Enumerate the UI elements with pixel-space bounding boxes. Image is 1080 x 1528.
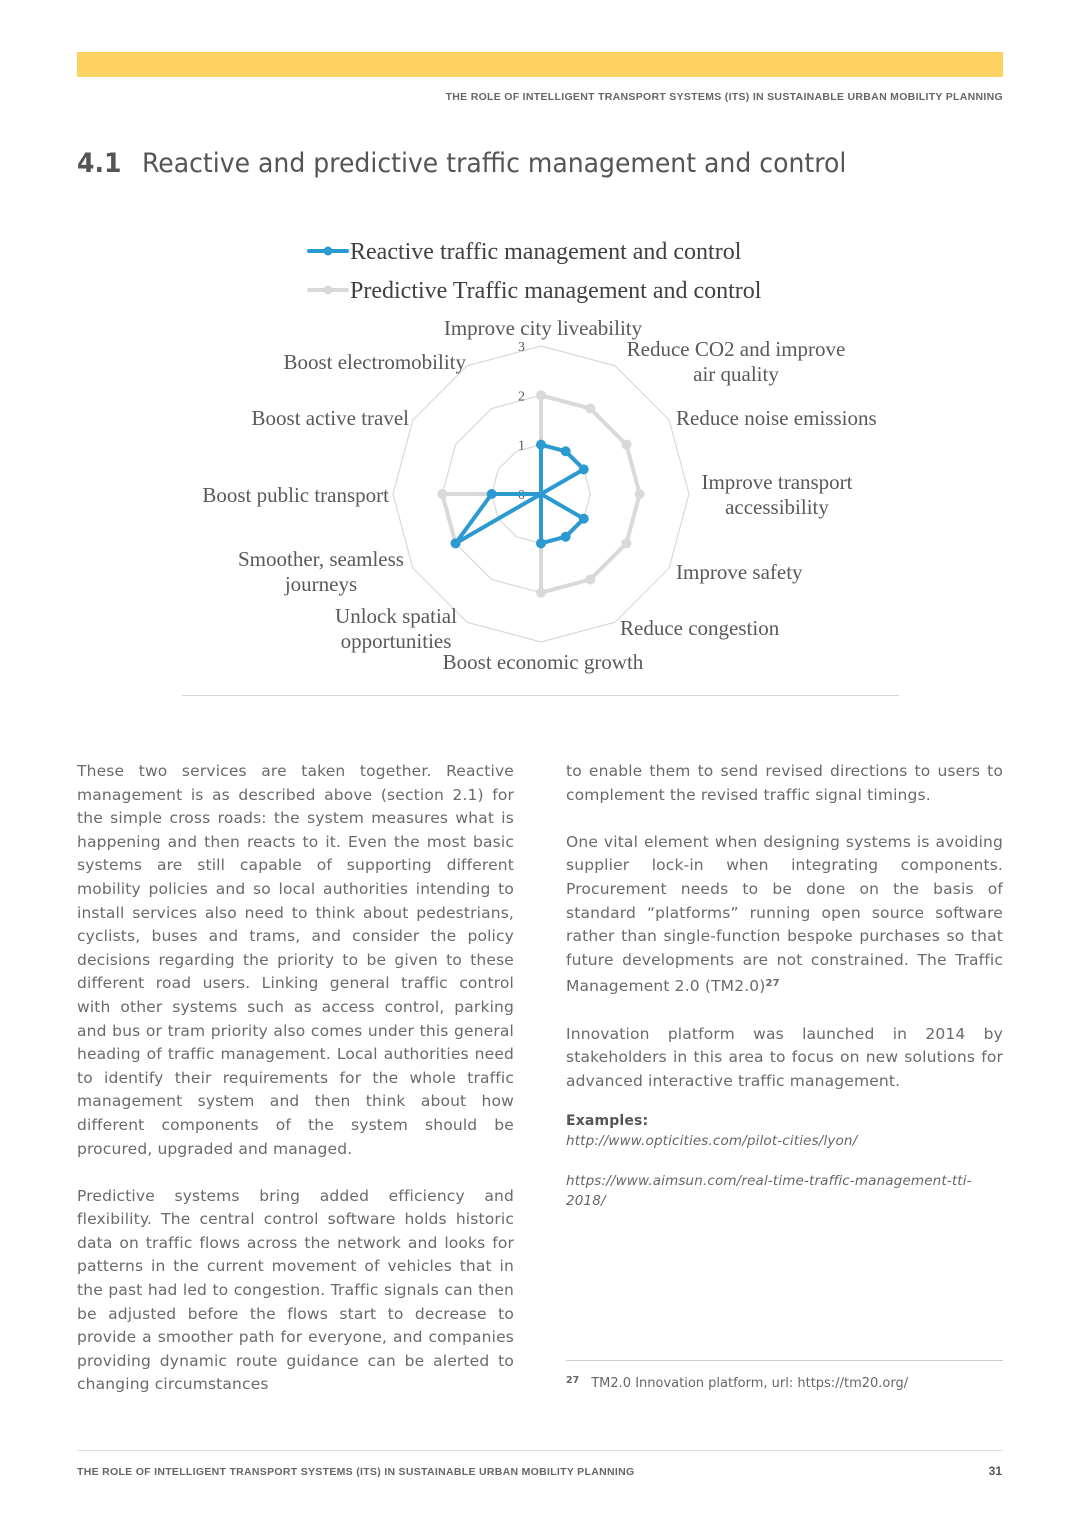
category-label: opportunities	[340, 629, 452, 653]
section-title-text: Reactive and predictive traffic management and control	[141, 148, 847, 179]
footnote-text: TM2.0 Innovation platform, url: https://tm20.org/	[591, 1376, 909, 1391]
chart-legend	[309, 239, 762, 304]
category-label: Reduce noise emissions	[676, 406, 877, 430]
category-label: Improve transport	[701, 470, 853, 494]
data-point	[585, 574, 595, 584]
data-point	[451, 538, 461, 548]
data-point	[579, 464, 589, 474]
example-link-opticities[interactable]: http://www.opticities.com/pilot-cities/lyon/	[566, 1133, 858, 1150]
category-label: Boost economic growth	[442, 650, 644, 674]
data-point	[561, 532, 571, 542]
legend-marker	[324, 286, 333, 295]
header-accent-bar	[77, 52, 1003, 77]
data-point	[561, 446, 571, 456]
data-point	[536, 440, 546, 450]
legend-marker	[324, 247, 333, 256]
section-title	[77, 148, 846, 179]
category-label: Reduce congestion	[620, 616, 780, 640]
footnote-number: 27	[566, 1375, 580, 1386]
radar-ticks	[518, 340, 525, 503]
footer-text: THE ROLE OF INTELLIGENT TRANSPORT SYSTEMS (ITS) IN SUSTAINABLE URBAN MOBILITY PLANNING	[77, 1466, 635, 1478]
paragraph: Predictive systems bring added efficiency and flexibility. The central control software holds historic data on traffic flows across the network and looks for patterns in the current movement of vehicles that in the past had led to congestion. Traffic signals can then be adjusted before the flows start to decrease to provide a smoother path for everyone, and companies providing dynamic route guidance can be alerted to changing circumstances	[77, 1186, 514, 1394]
tick-label: 1	[518, 438, 525, 454]
page-number: 31	[988, 1464, 1002, 1478]
examples-label: Examples:	[566, 1113, 649, 1130]
right-column	[566, 760, 1003, 1211]
category-label: accessibility	[725, 495, 829, 519]
tick-label: 2	[518, 389, 525, 405]
category-label: Smoother, seamless	[238, 547, 404, 571]
example-link-aimsun[interactable]: https://www.aimsun.com/real-time-traffic-management-tti-2018/	[566, 1173, 972, 1210]
tick-label: 0	[518, 488, 525, 503]
data-point	[487, 489, 497, 499]
category-label: Boost active travel	[251, 406, 409, 430]
data-point	[621, 440, 631, 450]
legend-label: Reactive traffic management and control	[350, 239, 742, 265]
chart-divider	[182, 695, 899, 696]
data-point	[437, 489, 447, 499]
radar-chart	[0, 225, 1080, 695]
category-label: Boost electromobility	[283, 350, 466, 374]
footnote	[566, 1375, 908, 1391]
footnote-ref[interactable]: 27	[765, 978, 780, 990]
left-column	[77, 760, 514, 1421]
data-point	[585, 404, 595, 414]
paragraph: These two services are taken together. Reactive management is as described above (section 2.1) for the simple cross roads: the system measures what is happening and then reacts to it. Even the most basic systems are still capable of supporting different mobility policies and so local authorities intending to install services also need to think about pedestrians, cyclists, buses and trams, and consider the policy decisions regarding the priority to be given to these different road users. Linking general traffic control with other systems such as access control, parking and bus or tram priority also comes under this general heading of traffic management. Local authorities need to identify their requirements for the whole traffic management system and then think about how different components of the system should be procured, upgraded and managed.	[77, 762, 514, 1158]
data-point	[536, 588, 546, 598]
category-label: Boost public transport	[202, 483, 389, 507]
category-label: air quality	[693, 362, 779, 386]
tick-label: 3	[518, 340, 525, 355]
data-point	[579, 514, 589, 524]
data-point	[536, 390, 546, 400]
legend-label: Predictive Traffic management and control	[350, 278, 762, 304]
footer-divider	[77, 1450, 1003, 1451]
data-point	[621, 538, 631, 548]
data-point	[536, 538, 546, 548]
paragraph: Innovation platform was launched in 2014 by stakeholders in this area to focus on new solutions for advanced interactive traffic management.	[566, 1024, 1003, 1090]
category-label: Reduce CO2 and improve	[626, 337, 846, 361]
running-head: THE ROLE OF INTELLIGENT TRANSPORT SYSTEMS (ITS) IN SUSTAINABLE URBAN MOBILITY PLANNING	[445, 91, 1003, 103]
paragraph-with-ref	[566, 831, 1003, 999]
category-label: journeys	[284, 572, 358, 596]
data-point	[635, 489, 645, 499]
category-label: Improve city liveability	[443, 316, 643, 340]
paragraph: to enable them to send revised directions to users to complement the revised traffic signal timings.	[566, 762, 1003, 804]
paragraph-text: One vital element when designing systems is avoiding supplier lock-in when integrating components. Procurement needs to be done on the basis of standard “platforms” running open source software rather than single-function bespoke purchases so that future developments are not constrained. The Traffic Management 2.0 (TM2.0)	[566, 832, 1003, 996]
category-label: Unlock spatial	[335, 604, 457, 628]
radar-series	[437, 390, 644, 597]
category-label: Improve safety	[676, 560, 803, 584]
footnote-divider	[566, 1360, 1003, 1361]
section-number: 4.1	[77, 148, 122, 179]
